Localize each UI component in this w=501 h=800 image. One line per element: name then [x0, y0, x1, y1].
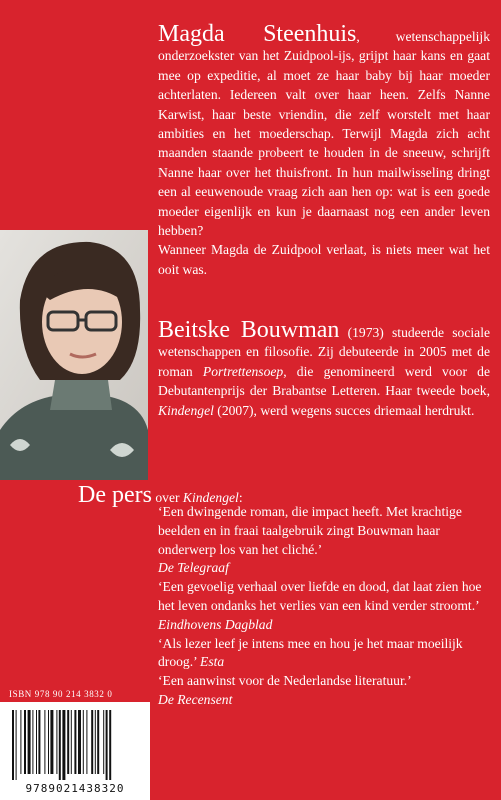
- blurb-closing: Wanneer Magda de Zuidpool verlaat, is niets meer wat het ooit was.: [158, 242, 490, 277]
- quote-text: ‘Een gevoelig verhaal over liefde en dood, dat laat zien hoe het leven ondanks het verlies van een kind verder stroomt.’: [158, 579, 482, 613]
- press-heading: De pers: [78, 482, 152, 508]
- press-quote: [158, 635, 493, 673]
- press-quote: [158, 578, 493, 634]
- press-quote: [158, 503, 493, 578]
- author-name: Beitske Bouwman: [158, 317, 340, 343]
- press-quotes: [158, 503, 493, 710]
- isbn-label: ISBN 978 90 214 3832 0: [9, 689, 113, 699]
- blurb-paragraph: [158, 22, 490, 279]
- barcode-digits: 9789021438320: [25, 782, 125, 795]
- author-photo-illustration: [0, 230, 148, 480]
- barcode-bars: [10, 710, 140, 780]
- bio-text-3: (2007), werd wegens succes driemaal herdrukt.: [213, 402, 475, 418]
- quote-text: ‘Als lezer leef je intens mee en hou je het maar moeilijk droog.’: [158, 635, 463, 670]
- quote-source: Esta: [200, 654, 225, 670]
- quote-text: ‘Een dwingende roman, die impact heeft. Met krachtige beelden en in fraai taalgebruik zingt Bouwman haar onderwerp los van het cliché.’: [158, 504, 462, 557]
- protagonist-name: Magda Steenhuis: [158, 21, 357, 47]
- press-colon: :: [238, 490, 243, 505]
- book-title-kindengel: Kindengel: [158, 402, 214, 418]
- press-over: over: [151, 490, 183, 505]
- quote-source: Eindhovens Dagblad: [158, 616, 273, 632]
- bio-text-2: , die genomineerd werd voor de Debutantenprijs der Brabantse Letteren. Haar tweede boek,: [158, 363, 490, 399]
- press-book-title: Kindengel: [182, 490, 239, 505]
- book-title-portrettensoep: Portrettensoep: [202, 363, 284, 379]
- press-quote: [158, 672, 493, 710]
- quote-text: ‘Een aanwinst voor de Nederlandse literatuur.’: [158, 673, 412, 689]
- quote-source: De Telegraaf: [158, 560, 229, 576]
- bio-text-1: studeerde sociale wetenschappen en filosofie. Zij debuteerde in 2005 met de roman: [158, 325, 490, 379]
- author-birth-year: (1973): [347, 325, 384, 340]
- blurb-text: , wetenschappelijk onderzoekster van het Zuidpool-ijs, grijpt haar kans en gaat mee op expeditie, al moet ze haar baby bij haar moeder achterlaten. Iedereen valt over haar heen. Zelfs Nanne Karwist, haar beste vriendin, die zelf worstelt met haar ambities en het moederschap. Terwijl Magda zich acht maanden staande probeert te houden in de sneeuw, schrijft Nanne haar over het thuisfront. In hun mailwisseling dringt een al eeuwenoude vraag zich aan hen op: wat is een goede moeder eigenlijk en kun je daarnaast nog een ander leven hebben?: [158, 29, 490, 239]
- barcode: [0, 702, 150, 800]
- quote-source: De Recensent: [158, 691, 233, 707]
- author-portrait: [0, 230, 148, 480]
- author-bio: [158, 318, 490, 420]
